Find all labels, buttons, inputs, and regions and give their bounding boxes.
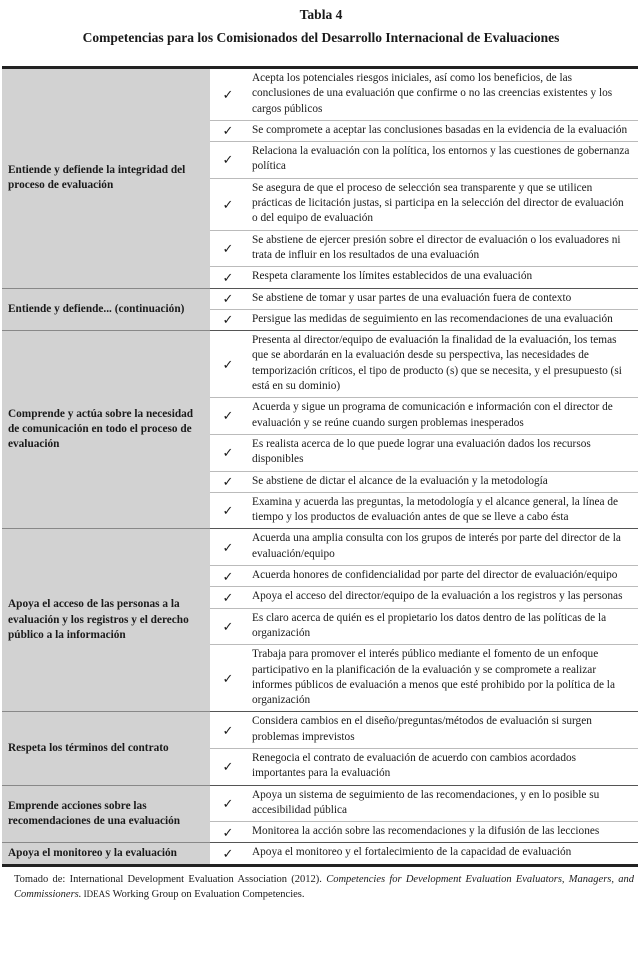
- competency-item: Trabaja para promover el interés público mediante el fomento de un enfoque participativo en la planificación de la evaluación y se compromete a realizar informes públicos de evaluación a menos que esté prohibido por la política de la organización: [246, 645, 638, 712]
- table-row: [2, 712, 638, 749]
- check-icon: ✓: [210, 142, 246, 179]
- competency-item: Acuerda y sigue un programa de comunicación e información con el director de evaluación y se reúne cuando surgen problemas inesperados: [246, 398, 638, 435]
- check-icon: ✓: [210, 267, 246, 288]
- table-row: [2, 331, 638, 398]
- competency-item: Es realista acerca de lo que puede lograr una evaluación dados los recursos disponibles: [246, 434, 638, 471]
- competency-item: Examina y acuerda las preguntas, la metodología y el alcance general, la línea de tiempo y los productos de evaluación antes de que se lleve a cabo ésta: [246, 492, 638, 529]
- competencies-table: [2, 66, 638, 867]
- check-icon: ✓: [210, 331, 246, 398]
- check-icon: ✓: [210, 785, 246, 822]
- competency-item: Se abstiene de dictar el alcance de la evaluación y la metodología: [246, 471, 638, 492]
- competency-item: Acuerda honores de confidencialidad por parte del director de evaluación/equipo: [246, 566, 638, 587]
- competency-item: Acepta los potenciales riesgos iniciales, así como los beneficios, de las conclusiones de una evaluación que confirme o no las creencias existentes y los cargos públicos: [246, 68, 638, 121]
- competency-item: Se abstiene de ejercer presión sobre el director de evaluación o los evaluadores ni trata de influir en los resultados de una evaluación: [246, 230, 638, 267]
- competency-item: Es claro acerca de quién es el propietario los datos dentro de las políticas de la organización: [246, 608, 638, 645]
- competency-item: Monitorea la acción sobre las recomendaciones y la difusión de las lecciones: [246, 822, 638, 843]
- competency-category: Apoya el acceso de las personas a la evaluación y los registros y el derecho público a la información: [2, 529, 210, 712]
- competency-category: Emprende acciones sobre las recomendaciones de una evaluación: [2, 785, 210, 843]
- check-icon: ✓: [210, 398, 246, 435]
- source-suffix: Working Group on Evaluation Competencies.: [110, 888, 305, 900]
- competency-category: Respeta los términos del contrato: [2, 712, 210, 785]
- source-note: [0, 867, 642, 902]
- check-icon: ✓: [210, 288, 246, 309]
- competency-item: Respeta claramente los límites establecidos de una evaluación: [246, 267, 638, 288]
- table-title: Competencias para los Comisionados del Desarrollo Internacional de Evaluaciones: [82, 30, 560, 45]
- table-row: [2, 529, 638, 566]
- check-icon: ✓: [210, 471, 246, 492]
- check-icon: ✓: [210, 309, 246, 330]
- source-title: Competencies for Development Evaluation Evaluators, Managers, and Commissioners.: [14, 873, 634, 900]
- check-icon: ✓: [210, 748, 246, 785]
- check-icon: ✓: [210, 492, 246, 529]
- competency-item: Se asegura de que el proceso de selección sea transparente y que se utilicen prácticas de licitación justas, si participa en la selección del director de evaluación o del equipo de evaluación: [246, 178, 638, 230]
- check-icon: ✓: [210, 587, 246, 608]
- check-icon: ✓: [210, 645, 246, 712]
- competency-item: Persigue las medidas de seguimiento en las recomendaciones de una evaluación: [246, 309, 638, 330]
- table-row: [2, 843, 638, 865]
- table-row: [2, 288, 638, 309]
- competency-item: Se abstiene de tomar y usar partes de una evaluación fuera de contexto: [246, 288, 638, 309]
- competency-item: Acuerda una amplia consulta con los grupos de interés por parte del director de la evaluación/equipo: [246, 529, 638, 566]
- competency-category: Entiende y defiende... (continuación): [2, 288, 210, 331]
- competency-category: Entiende y defiende la integridad del proceso de evaluación: [2, 68, 210, 289]
- table-number: Tabla 4: [299, 7, 343, 22]
- table-row: [2, 68, 638, 121]
- check-icon: ✓: [210, 68, 246, 121]
- check-icon: ✓: [210, 120, 246, 141]
- competency-category: Apoya el monitoreo y la evaluación: [2, 843, 210, 865]
- check-icon: ✓: [210, 178, 246, 230]
- competency-item: Renegocia el contrato de evaluación de acuerdo con cambios acordados importantes para la evaluación: [246, 748, 638, 785]
- competency-item: Apoya el monitoreo y el fortalecimiento de la capacidad de evaluación: [246, 843, 638, 865]
- competency-item: Apoya un sistema de seguimiento de las recomendaciones, y en lo posible su accesibilidad pública: [246, 785, 638, 822]
- source-org: IDEAS: [81, 888, 111, 899]
- check-icon: ✓: [210, 608, 246, 645]
- check-icon: ✓: [210, 712, 246, 749]
- competency-item: Considera cambios en el diseño/preguntas/métodos de evaluación si surgen problemas imprevistos: [246, 712, 638, 749]
- competency-item: Presenta al director/equipo de evaluación la finalidad de la evaluación, los temas que se abordarán en la evaluación desde su perspectiva, las necesidades de temporización críticos, el tipo de producto (s) que se necesita, y el presupuesto (si está en su dominio): [246, 331, 638, 398]
- check-icon: ✓: [210, 843, 246, 865]
- competency-category: Comprende y actúa sobre la necesidad de comunicación en todo el proceso de evaluación: [2, 331, 210, 529]
- competency-item: Relaciona la evaluación con la política, los entornos y las cuestiones de gobernanza política: [246, 142, 638, 179]
- competency-item: Se compromete a aceptar las conclusiones basadas en la evidencia de la evaluación: [246, 120, 638, 141]
- table-row: [2, 785, 638, 822]
- source-prefix: Tomado de: International Development Evaluation Association (2012).: [14, 873, 327, 885]
- check-icon: ✓: [210, 230, 246, 267]
- competency-item: Apoya el acceso del director/equipo de la evaluación a los registros y las personas: [246, 587, 638, 608]
- check-icon: ✓: [210, 566, 246, 587]
- check-icon: ✓: [210, 529, 246, 566]
- check-icon: ✓: [210, 822, 246, 843]
- check-icon: ✓: [210, 434, 246, 471]
